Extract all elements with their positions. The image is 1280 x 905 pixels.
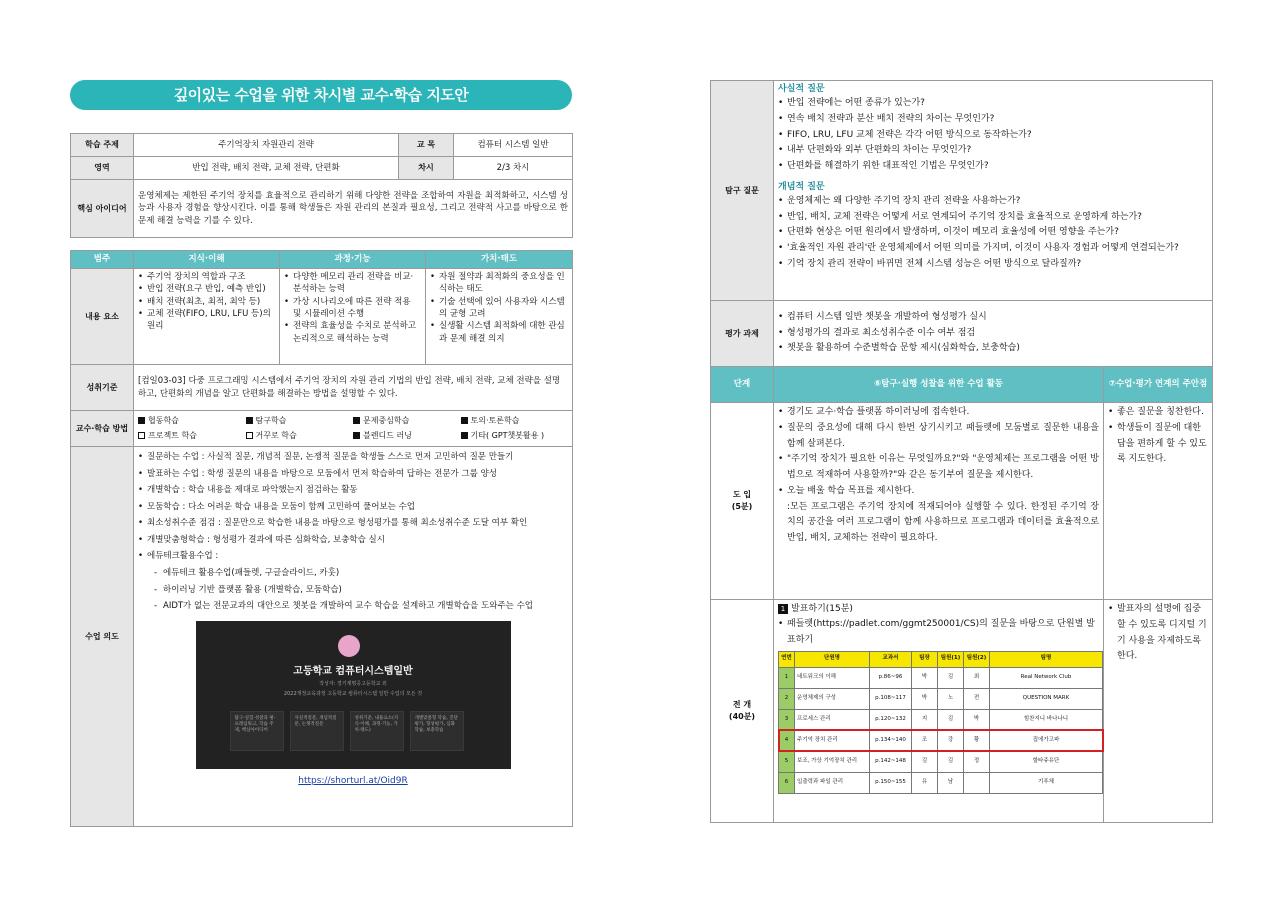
intent-list [138, 449, 568, 565]
method-option[interactable] [461, 430, 569, 442]
methods-checklist [138, 415, 568, 441]
intro-time: (5분) [731, 502, 753, 511]
concept-question: • 기억 장치 관리 전략이 바뀌면 전체 시스템 성능은 어떤 방식으로 달라질까? [778, 257, 1208, 273]
team-table-cell: QUESTION MARK [990, 688, 1103, 709]
team-table-cell: 1 [779, 667, 795, 688]
activity-header: ⑥탐구·실행 성찰을 위한 수업 활동 [774, 367, 1104, 403]
team-table-cell: 3 [779, 709, 795, 730]
intent-item: • 질문하는 수업 : 사실적 질문, 개념적 질문, 논쟁적 질문을 학생들 스스로 먼저 고민하여 질문 만들기 [138, 449, 568, 466]
checked-box-icon [138, 417, 145, 424]
team-table-cell: 주기억 장치 관리 [795, 730, 870, 751]
team-table-cell: 박 [912, 667, 938, 688]
method-option-label: 기타( GPT챗봇활용 ) [470, 431, 545, 440]
knowledge-header: 지식·이해 [134, 251, 280, 269]
factual-question: • 반입 전략에는 어떤 종류가 있는가? [778, 96, 1208, 112]
eval-task: • 챗봇을 활용하여 수준별학습 문항 제시(심화학습, 보충학습) [778, 341, 1208, 357]
team-table-cell: 노 [938, 688, 964, 709]
team-table-header-cell: 연번 [779, 651, 795, 667]
thumbnail-card: 개별맞춤형 학습, 진단평가, 형성평가, 심화학습, 보충학습 [410, 711, 464, 751]
values-item: • 기술 선택에 있어 사용자와 시스템의 균형 고려 [430, 296, 568, 321]
factual-questions [778, 96, 1208, 175]
method-option-label: 토의·토론학습 [470, 416, 520, 426]
intent-item: • 발표하는 수업 : 학생 질문의 내용을 바탕으로 모둠에서 먼저 학습하여 답하는 전문가 그룹 양성 [138, 466, 568, 483]
team-table-cell: p.134~140 [870, 730, 912, 751]
team-table-cell: 6 [779, 772, 795, 793]
process-list [284, 271, 421, 345]
thumbnail-card: 사실적질문, 개념적질문, 논쟁적질문 [290, 711, 344, 751]
eval-task: • 컴퓨터 시스템 일반 챗봇을 개발하여 형성평가 실시 [778, 310, 1208, 326]
knowledge-item: • 주기억 장치의 역할과 구조 [138, 271, 275, 283]
team-table-cell: 5 [779, 751, 795, 772]
method-option[interactable] [138, 415, 246, 427]
team-table-header-cell: 단원명 [795, 651, 870, 667]
method-option-label: 문제중심학습 [363, 416, 410, 426]
padlet-instruction: • 패들렛(https://padlet.com/ggmt250001/CS)의 질문을 바탕으로 단원별 발표하기 [778, 617, 1099, 648]
team-table-cell: 김 [912, 751, 938, 772]
area-label: 영역 [71, 157, 134, 180]
team-table-cell: 전 [964, 688, 990, 709]
team-table-cell: 최 [964, 667, 990, 688]
team-table-cell: 할타쥬유단 [990, 751, 1103, 772]
intro-note: • 학생들이 질문에 대한 답을 편하게 할 수 있도록 지도한다. [1108, 421, 1208, 468]
checked-box-icon [461, 432, 468, 439]
team-table-cell: 운영체제의 구성 [795, 688, 870, 709]
learning-goal: :모든 프로그램은 주기억 장치에 적재되어야 실행할 수 있다. 한정된 주기억 장치의 공간을 여러 프로그램이 함께 사용하므로 프로그램과 데이터를 효율적으로 반입, 배치, 교체하는 전략이 필요하다. [787, 501, 1099, 543]
period-label: 차시 [399, 157, 454, 180]
area-value: 반입 전략, 배치 전략, 교체 전략, 단편화 [134, 157, 399, 180]
standard-label: 성취기준 [71, 365, 134, 411]
intro-activity: • 경기도 교수·학습 플랫폼 하이러닝에 접속한다. [778, 405, 1099, 421]
thumbnail-card: 성취기준, 내용요소(지식·이해, 과정·기능, 가치·태도) [350, 711, 404, 751]
method-option-label: 탐구학습 [255, 416, 287, 426]
team-table-cell: 힘찬지니 바나나니 [990, 709, 1103, 730]
concept-question: • 운영체제는 왜 다양한 주기억 장치 관리 전략을 사용하는가? [778, 194, 1208, 210]
process-item: • 전략의 효율성을 수치로 분석하고 논리적으로 해석하는 능력 [284, 320, 421, 345]
team-table-cell: 보조, 가상 기억장치 관리 [795, 751, 870, 772]
method-option[interactable] [353, 430, 461, 442]
factual-questions-heading: 사실적 질문 [778, 84, 825, 94]
method-option[interactable] [246, 430, 354, 442]
method-option[interactable] [246, 415, 354, 427]
table-row [779, 751, 1103, 772]
team-table-cell: 김 [938, 667, 964, 688]
team-table-cell [964, 772, 990, 793]
empty-box-icon [246, 432, 253, 439]
right-page [710, 0, 1212, 905]
intro-note: • 좋은 질문을 칭찬한다. [1108, 405, 1208, 421]
values-list [430, 271, 568, 345]
process-item: • 가상 시나리오에 따른 전략 적용 및 시뮬레이션 수행 [284, 296, 421, 321]
team-table-cell: p.150~155 [870, 772, 912, 793]
team-table-header-cell: 팀장 [912, 651, 938, 667]
team-table-cell: 황 [964, 730, 990, 751]
team-table-cell: 지 [912, 709, 938, 730]
core-idea-label: 핵심 아이디어 [71, 180, 134, 238]
method-option-label: 프로젝트 학습 [148, 431, 197, 440]
team-table-header-cell: 팀원(1) [938, 651, 964, 667]
method-option-label: 거꾸로 학습 [255, 431, 297, 440]
checked-box-icon [246, 417, 253, 424]
team-table-cell: 김 [938, 751, 964, 772]
intro-activity: • 오늘 배울 학습 목표를 제시한다. [778, 484, 1099, 500]
method-option[interactable] [138, 430, 246, 442]
knowledge-list [138, 271, 275, 333]
method-option-label: 블렌디드 러닝 [363, 431, 412, 440]
step-number-badge: 1 [778, 604, 788, 614]
factual-question: • 단편화를 해결하기 위한 대표적인 기법은 무엇인가? [778, 159, 1208, 175]
knowledge-item: • 교체 전략(FIFO, LRU, LFU 등)의 원리 [138, 308, 275, 333]
team-table-cell: p.142~148 [870, 751, 912, 772]
methods-label: 교수·학습 방법 [71, 411, 134, 447]
team-assignment-table [778, 651, 1103, 794]
subject-label: 학습 주제 [71, 134, 134, 157]
team-table-cell: p.108~117 [870, 688, 912, 709]
thumbnail-title: 고등학교 컴퓨터시스템일반 [293, 665, 413, 677]
intent-sub-item: - 하이러닝 기반 플랫폼 활용 (개별학습, 모둠학습) [154, 582, 568, 599]
table-row [779, 730, 1103, 751]
subject-value: 주기억장치 자원관리 전략 [134, 134, 399, 157]
course-value: 컴퓨터 시스템 일반 [454, 134, 573, 157]
concept-question: • 반입, 배치, 교체 전략은 어떻게 서로 연계되어 주기억 장치를 효율적으로 운영하게 하는가? [778, 210, 1208, 226]
intro-activities [778, 405, 1099, 500]
course-site-thumbnail[interactable] [196, 621, 511, 769]
thumbnail-card: 탐구·실험·성찰과 평·프레임워크, 학습 주제, 핵심아이디어 [230, 711, 284, 751]
method-option[interactable] [353, 415, 461, 427]
table-row [779, 667, 1103, 688]
avatar [338, 635, 360, 657]
intro-activity: • "주기억 장치가 필요한 이유는 무엇일까요?"와 "운영체제는 프로그램을 어떤 방법으로 적재하여 사용할까?"와 같은 동기부여 질문을 제시한다. [778, 452, 1099, 484]
development-time: (40분) [728, 712, 756, 721]
checked-box-icon [461, 417, 468, 424]
concept-questions-heading: 개념적 질문 [778, 181, 825, 192]
dev-note: • 발표자의 설명에 집중할 수 있도록 디지털 기기 사용을 자제하도록 한다. [1108, 602, 1208, 665]
team-table-cell: 박 [964, 709, 990, 730]
thumbnail-description: 2022개정교육과정 고등학교 컴퓨터시스템 일반 수업의 모든 것 [283, 690, 423, 697]
thumbnail-cards [230, 711, 464, 751]
intent-sub-item: - 에듀테크 활용수업(패들렛, 구글슬라이드, 카훗) [154, 565, 568, 582]
team-table-cell: 집에가고파 [990, 730, 1103, 751]
team-table-cell: 조 [912, 730, 938, 751]
eval-task: • 형성평가의 결과로 최소성취수준 이수 여부 점검 [778, 326, 1208, 342]
intro-activity: • 질문의 중요성에 대해 다시 한번 상기시키고 패들렛에 모둠별로 질문한 내용을 함께 살펴본다. [778, 421, 1099, 453]
lesson-activity-table [710, 366, 1213, 823]
concept-question: • 단편화 현상은 어떤 원리에서 발생하며, 이것이 메모리 효율성에 어떤 영향을 주는가? [778, 225, 1208, 241]
inquiry-label: 탐구 질문 [711, 81, 774, 301]
eval-tasks [778, 310, 1208, 357]
checked-box-icon [353, 417, 360, 424]
team-table-cell: 강 [938, 730, 964, 751]
team-table-cell: 정 [964, 751, 990, 772]
eval-label: 평가 과제 [711, 301, 774, 367]
team-table-cell: 프로세스 관리 [795, 709, 870, 730]
intent-sub-list [138, 565, 568, 615]
factual-question: • 연속 배치 전략과 분산 배치 전략의 차이는 무엇인가? [778, 112, 1208, 128]
methods-intent-table [70, 410, 573, 827]
team-table-cell: 기푸체 [990, 772, 1103, 793]
content-elements-table [70, 250, 573, 411]
plan-title-banner: 깊이있는 수업을 위한 차시별 교수·학습 지도안 [70, 80, 572, 110]
method-option[interactable] [461, 415, 569, 427]
content-elements-label: 내용 요소 [71, 269, 134, 365]
team-table-cell: 입출력과 파일 관리 [795, 772, 870, 793]
values-header: 가치·태도 [426, 251, 573, 269]
team-table-cell: 박 [912, 688, 938, 709]
table-row [779, 709, 1103, 730]
lesson-info-table [70, 133, 573, 238]
team-table-cell: p.120~132 [870, 709, 912, 730]
checked-box-icon [353, 432, 360, 439]
core-idea-value: 운영체제는 제한된 주기억 장치를 효율적으로 관리하기 위해 다양한 전략을 조합하여 자원을 최적화하고, 시스템 성능과 사용자 경험을 향상시킨다. 이를 통해 학생들은 자원 관리의 본질과 필요성, 그리고 전략적 사고를 바탕으로 한 문제 해결 능력을 기를 수 있다. [134, 180, 573, 238]
team-table-cell: 남 [938, 772, 964, 793]
values-item: • 실생활 시스템 최적화에 대한 관심과 문제 해결 의지 [430, 320, 568, 345]
concept-question: • '효율적인 자원 관리'란 운영체제에서 어떤 의미를 가지며, 이것이 사용자 경험과 어떻게 연결되는가? [778, 241, 1208, 257]
concept-questions [778, 194, 1208, 273]
intent-label: 수업 의도 [71, 447, 134, 827]
category-label: 범주 [71, 251, 134, 269]
team-table-header-cell: 교과서 [870, 651, 912, 667]
factual-question: • FIFO, LRU, LFU 교체 전략은 각각 어떤 방식으로 동작하는가? [778, 128, 1208, 144]
notes-header: ⑦수업·평가 연계의 주안점 [1104, 367, 1213, 403]
team-table-cell: p.86~96 [870, 667, 912, 688]
intent-item: • 에듀테크활용수업 : [138, 548, 568, 565]
intent-item: • 개별학습 : 학습 내용을 제대로 파악했는지 점검하는 활동 [138, 482, 568, 499]
team-table-header-cell: 팀명 [990, 651, 1103, 667]
intent-item: • 최소성취수준 점검 : 질문만으로 학습한 내용을 바탕으로 형성평가를 통해 최소성취수준 도달 여부 확인 [138, 515, 568, 532]
table-row [779, 772, 1103, 793]
course-label: 교 목 [399, 134, 454, 157]
empty-box-icon [138, 432, 145, 439]
knowledge-item: • 배치 전략(최초, 최적, 최악 등) [138, 296, 275, 308]
development-label: 전 개 [732, 700, 752, 710]
thumbnail-author: 작성자: 경기계명공고등학교 외 [319, 680, 387, 687]
team-table-cell: 4 [779, 730, 795, 751]
intent-item: • 개별맞춤형학습 : 형성평가 결과에 따른 심화학습, 보충학습 실시 [138, 532, 568, 549]
stage-header: 단계 [711, 367, 774, 403]
left-page [70, 0, 572, 905]
team-table-cell: 네트워크의 이해 [795, 667, 870, 688]
process-header: 과정·기능 [280, 251, 426, 269]
process-item: • 다양한 메모리 관리 전략을 비교·분석하는 능력 [284, 271, 421, 296]
team-table-cell: 유 [912, 772, 938, 793]
intent-item: • 모둠학습 : 다소 어려운 학습 내용을 모둠이 함께 고민하여 풀어보는 수업 [138, 499, 568, 516]
table-row [779, 688, 1103, 709]
team-table-header-cell: 팀원(2) [964, 651, 990, 667]
team-table-cell: Real Network Club [990, 667, 1103, 688]
intro-notes [1108, 405, 1208, 468]
team-table-cell: 2 [779, 688, 795, 709]
method-option-label: 협동학습 [148, 416, 179, 426]
inquiry-eval-table [710, 80, 1213, 367]
intro-label: 도 입 [732, 490, 752, 500]
knowledge-item: • 반입 전략(요구 반입, 예측 반입) [138, 283, 275, 295]
step-title: 발표하기(15분) [791, 604, 853, 614]
period-value: 2/3 차시 [454, 157, 573, 180]
intent-sub-item: - AIDT가 없는 전문교과의 대안으로 챗봇을 개발하여 교수 학습을 설계하고 개별학습을 도와주는 수업 [154, 598, 568, 615]
standard-value: [컴일03-03] 다중 프로그래밍 시스템에서 주기억 장치의 자원 관리 기법의 반입 전략, 배치 전략, 교체 전략을 설명하고, 단편화의 개념을 알고 단편화를 해결하는 방법을 설명할 수 있다. [134, 365, 573, 411]
factual-question: • 내부 단편화와 외부 단편화의 차이는 무엇인가? [778, 143, 1208, 159]
values-item: • 자원 절약과 최적화의 중요성을 인식하는 태도 [430, 271, 568, 296]
short-url-link[interactable]: https://shorturl.at/Oid9R [298, 775, 408, 786]
team-table-cell: 김 [938, 709, 964, 730]
